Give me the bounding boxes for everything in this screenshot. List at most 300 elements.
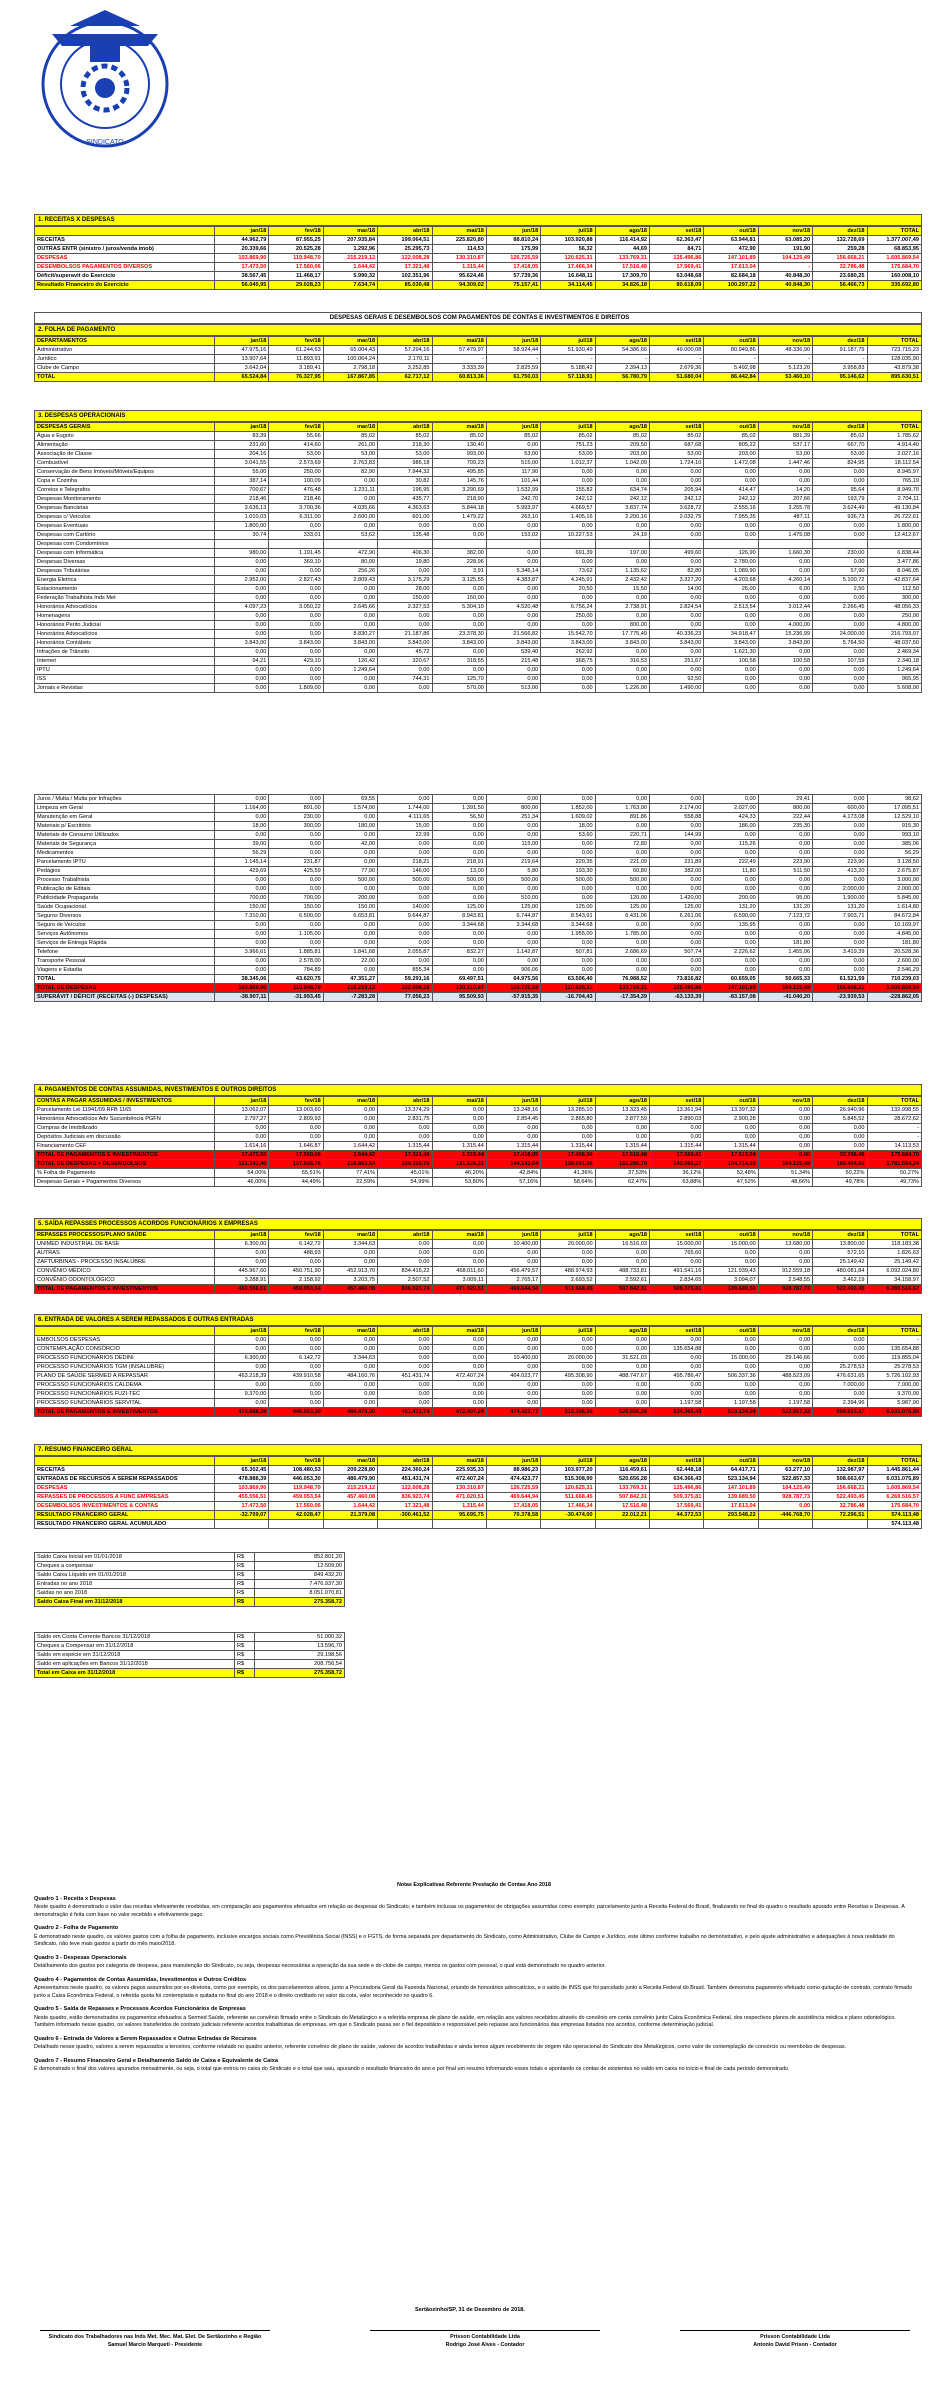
- table-row: [35, 639, 922, 648]
- row-label: Combustível: [35, 459, 215, 468]
- cell-value: 0,00: [432, 1115, 486, 1124]
- cell-value: 3.642,04: [215, 364, 269, 373]
- month-header: nov/18: [758, 423, 812, 432]
- cell-value: 1.197,58: [758, 1399, 812, 1408]
- cell-value: 965,95: [867, 675, 922, 684]
- cell-value: 58,64%: [541, 1178, 595, 1187]
- month-header: mar/18: [323, 1097, 377, 1106]
- row-label: Despesas Gerais + Pagamentos Diversos: [35, 1178, 215, 1187]
- cell-value: 0,00: [215, 930, 269, 939]
- cell-value: 26,00: [704, 585, 758, 594]
- cell-value: 32.786,48: [813, 1151, 867, 1160]
- cell-value: 0,00: [595, 612, 649, 621]
- table-row: [35, 1285, 922, 1294]
- cell-value: 0,00: [758, 1124, 812, 1133]
- cell-value: 6.142,72: [269, 1354, 323, 1363]
- cell-value: 474.423,77: [486, 1475, 540, 1484]
- month-header: TOTAL: [867, 227, 922, 236]
- table-row: [35, 373, 922, 382]
- cash-label: Cheques a Compensar em 31/12/2018: [35, 1642, 235, 1651]
- cell-value: 0,00: [215, 621, 269, 630]
- month-header: out/18: [704, 1457, 758, 1466]
- cell-value: 0,00: [378, 939, 432, 948]
- table-row: [35, 364, 922, 373]
- cell-value: 49.130,84: [867, 504, 922, 513]
- cell-value: 1.644,42: [323, 1151, 377, 1160]
- cash-label: Saldo em espécie em 31/12/2018: [35, 1651, 235, 1660]
- cell-value: 0,00: [486, 522, 540, 531]
- cell-value: 218,21: [378, 858, 432, 867]
- cell-value: -300.461,52: [378, 1511, 432, 1520]
- table-row: [35, 1178, 922, 1187]
- pagamentos-table: [34, 1096, 922, 1187]
- cell-value: 3.125,55: [432, 576, 486, 585]
- cell-value: 506.337,36: [704, 1372, 758, 1381]
- cell-value: 251,67: [650, 657, 704, 666]
- cell-value: 0,00: [486, 1345, 540, 1354]
- cell-value: -: [867, 1336, 922, 1345]
- cell-value: 29.028,23: [269, 281, 323, 290]
- cell-value: 765,19: [867, 477, 922, 486]
- header-label: CONTAS A PAGAR ASSUMIDAS / INVESTIMENTOS: [35, 1097, 215, 1106]
- cell-value: -: [867, 1133, 922, 1142]
- cell-value: 0,00: [758, 876, 812, 885]
- cell-value: 95.146,62: [813, 373, 867, 382]
- cell-value: 42.837,64: [867, 576, 922, 585]
- table-row: [35, 495, 922, 504]
- cell-value: 834.416,22: [378, 1267, 432, 1276]
- cell-value: 0,00: [323, 1399, 377, 1408]
- month-header: jan/18: [215, 337, 269, 346]
- cell-value: 446.053,30: [269, 1408, 323, 1417]
- cell-value: 218,46: [269, 495, 323, 504]
- cell-value: 1.315,44: [432, 1502, 486, 1511]
- cell-value: 0,00: [595, 921, 649, 930]
- cell-value: 0,00: [215, 1399, 269, 1408]
- cell-value: 51,34%: [758, 1169, 812, 1178]
- month-header: abr/18: [378, 1457, 432, 1466]
- cell-value: 800,00: [758, 804, 812, 813]
- cell-value: 133.769,31: [595, 254, 649, 263]
- cell-value: 125,00: [541, 903, 595, 912]
- cell-value: 805,22: [704, 441, 758, 450]
- cell-value: 0,00: [269, 1390, 323, 1399]
- cell-value: 0,00: [269, 876, 323, 885]
- cell-value: 0,00: [215, 567, 269, 576]
- cell-value: 3.344,63: [323, 1354, 377, 1363]
- cell-value: 0,00: [323, 621, 377, 630]
- row-label: Despesas Monitoramento: [35, 495, 215, 504]
- cell-value: 1.800,00: [215, 522, 269, 531]
- cell-value: 468.011,60: [432, 1267, 486, 1276]
- table-row: [35, 984, 922, 993]
- cell-value: 17.418,05: [486, 1151, 540, 1160]
- cell-value: 0,00: [704, 594, 758, 603]
- cell-value: 122.008,28: [378, 984, 432, 993]
- cell-value: 44.372,53: [650, 1511, 704, 1520]
- cell-value: [323, 1520, 377, 1529]
- cell-value: 1.191,45: [269, 549, 323, 558]
- cash-value: 29.198,56: [255, 1651, 345, 1660]
- cell-value: 42,84%: [486, 1169, 540, 1178]
- cell-value: 0,00: [432, 612, 486, 621]
- cell-value: 85,02: [432, 432, 486, 441]
- cell-value: 414,47: [704, 486, 758, 495]
- row-label: Materiais de Segurança: [35, 840, 215, 849]
- cell-value: 0,00: [269, 567, 323, 576]
- cell-value: 0,00: [323, 849, 377, 858]
- cell-value: 191,90: [758, 245, 812, 254]
- cash-label: Saldo Caixa Líquido em 01/01/2018: [35, 1571, 235, 1580]
- cell-value: 3.843,00: [650, 639, 704, 648]
- cell-value: 104.125,49: [758, 1484, 812, 1493]
- month-header: TOTAL: [867, 1097, 922, 1106]
- cell-value: 0,00: [378, 567, 432, 576]
- table-row: [35, 1372, 922, 1381]
- cell-value: 1.315,44: [650, 1142, 704, 1151]
- cell-value: -: [486, 355, 540, 364]
- cell-value: 209.228,80: [323, 1466, 377, 1475]
- cell-value: 700,67: [215, 486, 269, 495]
- cell-value: 0,00: [758, 477, 812, 486]
- section-entrada-valores: [34, 1314, 922, 1417]
- cell-value: 0,00: [486, 675, 540, 684]
- cell-value: 0,00: [650, 1336, 704, 1345]
- cell-value: 0,00: [650, 594, 704, 603]
- cell-value: 54,99%: [378, 1178, 432, 1187]
- cell-value: 125,00: [486, 903, 540, 912]
- header-label: REPASSES PROCESSOS/PLANO SAÚDE: [35, 1231, 215, 1240]
- cell-value: 0,00: [704, 1124, 758, 1133]
- cell-value: 114,53: [432, 245, 486, 254]
- cell-value: 126,90: [704, 549, 758, 558]
- cell-value: 42,00: [323, 840, 377, 849]
- cell-value: 145,76: [432, 477, 486, 486]
- cell-value: 368,75: [541, 657, 595, 666]
- cash-row: [35, 1651, 345, 1660]
- cash-currency: R$: [235, 1651, 255, 1660]
- cell-value: 59.291,16: [378, 975, 432, 984]
- cell-value: 69.497,51: [432, 975, 486, 984]
- cell-value: 574.113,48: [867, 1520, 922, 1529]
- cell-value: 58.924,44: [486, 346, 540, 355]
- cell-value: 17.775,49: [595, 630, 649, 639]
- row-label: RESULTADO FINANCEIRO GERAL: [35, 1511, 215, 1520]
- cell-value: 928.787,73: [758, 1285, 812, 1294]
- cell-value: 0,00: [813, 921, 867, 930]
- cash-value: 852.801,20: [255, 1553, 345, 1562]
- cell-value: 0,00: [813, 522, 867, 531]
- cell-value: 0,00: [269, 939, 323, 948]
- cell-value: 259,28: [813, 245, 867, 254]
- month-header: jan/18: [215, 423, 269, 432]
- cell-value: 9.370,00: [867, 1390, 922, 1399]
- row-label: Saúde Ocupacional: [35, 903, 215, 912]
- cell-value: 82,90: [323, 468, 377, 477]
- cell-value: 215,48: [486, 657, 540, 666]
- cell-value: 4.000,00: [758, 621, 812, 630]
- cell-value: 472.407,24: [432, 1372, 486, 1381]
- month-header: fev/18: [269, 1457, 323, 1466]
- cell-value: 140,00: [378, 903, 432, 912]
- cell-value: 3.344,68: [541, 921, 595, 930]
- table-row: [35, 1160, 922, 1169]
- cell-value: 151.285,79: [595, 1160, 649, 1169]
- s5: [34, 1218, 922, 1294]
- cell-value: 95,00: [758, 894, 812, 903]
- cell-value: 523.134,94: [704, 1408, 758, 1417]
- cell-value: 0,00: [650, 558, 704, 567]
- cell-value: 0,00: [269, 630, 323, 639]
- cell-value: 48.056,33: [867, 603, 922, 612]
- cell-value: 132.998,55: [867, 1106, 922, 1115]
- table-row: [35, 468, 922, 477]
- table-row: [35, 1345, 922, 1354]
- cell-value: 0,00: [813, 966, 867, 975]
- row-label: Administrativo: [35, 346, 215, 355]
- row-label: SUPERÁVIT / DÉFICIT (RECEITAS (-) DESPESAS): [35, 993, 215, 1002]
- cell-value: 700,00: [269, 894, 323, 903]
- cell-value: 175.684,70: [867, 1502, 922, 1511]
- cash-currency: R$: [235, 1589, 255, 1598]
- cell-value: 0,00: [323, 477, 377, 486]
- cell-value: 10.227,53: [541, 531, 595, 540]
- cell-value: 193,79: [813, 495, 867, 504]
- cell-value: 1.490,00: [650, 684, 704, 693]
- cell-value: 0,00: [704, 1133, 758, 1142]
- cell-value: 1.042,09: [595, 459, 649, 468]
- cell-value: 0,00: [215, 675, 269, 684]
- cell-value: 5.304,10: [432, 603, 486, 612]
- cash-value: 849.432,20: [255, 1571, 345, 1580]
- cell-value: 3.843,00: [432, 639, 486, 648]
- cash-row: [35, 1598, 345, 1607]
- cell-value: 0,00: [650, 885, 704, 894]
- cell-value: 11.468,17: [269, 272, 323, 281]
- cell-value: -38.907,11: [215, 993, 269, 1002]
- month-header: jun/18: [486, 1231, 540, 1240]
- cell-value: 0,00: [813, 849, 867, 858]
- cell-value: 2.952,00: [215, 576, 269, 585]
- table-row: [35, 813, 922, 822]
- month-header: jun/18: [486, 423, 540, 432]
- entradas-table: [34, 1326, 922, 1417]
- row-label: TOTAL DE PAGAMENTOS E INVESTIMENTOS: [35, 1285, 215, 1294]
- table-row: [35, 441, 922, 450]
- cell-value: 8.543,91: [541, 912, 595, 921]
- cell-value: 511.668,45: [541, 1285, 595, 1294]
- cell-value: 250,00: [867, 612, 922, 621]
- table-row: [35, 885, 922, 894]
- row-label: PROCESSO FUNCIONÁRIOS SERVITAL: [35, 1399, 215, 1408]
- cell-value: 3.843,00: [595, 639, 649, 648]
- cell-value: 0,00: [215, 939, 269, 948]
- cell-value: 38.567,45: [215, 272, 269, 281]
- header-row: [35, 1327, 922, 1336]
- cell-value: 455.556,51: [215, 1285, 269, 1294]
- cell-value: 0,00: [215, 966, 269, 975]
- cell-value: 0,00: [595, 822, 649, 831]
- cell-value: 11.893,91: [269, 355, 323, 364]
- row-label: Copa e Cozinha: [35, 477, 215, 486]
- cell-value: 115,00: [486, 840, 540, 849]
- cell-value: 0,00: [813, 468, 867, 477]
- cell-value: 2.548,55: [758, 1276, 812, 1285]
- section-title: 4. PAGAMENTOS DE CONTAS ASSUMIDAS, INVESTIMENTOS E OUTROS DIREITOS: [34, 1084, 922, 1096]
- table-row: [35, 603, 922, 612]
- row-label: Financiamento CEF: [35, 1142, 215, 1151]
- cell-value: 1.315,44: [486, 1142, 540, 1151]
- cell-value: 0,00: [378, 1240, 432, 1249]
- table-row: [35, 840, 922, 849]
- header-row: [35, 1231, 922, 1240]
- cell-value: 203,00: [595, 450, 649, 459]
- cell-value: 117,90: [486, 468, 540, 477]
- cell-value: 0,00: [486, 441, 540, 450]
- cell-value: 451.431,74: [378, 1372, 432, 1381]
- cash-table: [34, 1632, 345, 1678]
- cell-value: 0,00: [378, 1133, 432, 1142]
- table-row: [35, 804, 922, 813]
- cell-value: 0,00: [704, 885, 758, 894]
- cell-value: [541, 1520, 595, 1529]
- cell-value: 0,00: [323, 1345, 377, 1354]
- table-row: [35, 867, 922, 876]
- cell-value: 40.336,23: [650, 630, 704, 639]
- cell-value: 472.407,24: [432, 1475, 486, 1484]
- cash-label: Saídas no ano 2018: [35, 1589, 235, 1598]
- cell-value: 0,00: [541, 1345, 595, 1354]
- month-header: jul/18: [541, 1097, 595, 1106]
- cell-value: 0,00: [486, 1249, 540, 1258]
- section-title: 3. DESPESAS OPERACIONAIS: [34, 410, 922, 422]
- cell-value: 218,30: [378, 441, 432, 450]
- cell-value: 6.838,44: [867, 549, 922, 558]
- note-heading: Quadro 5 - Saída de Repasses e Processos Acordos Funcionários de Empresas: [34, 2006, 246, 2012]
- cell-value: 225.820,80: [432, 236, 486, 245]
- row-label: Seguro de Veículos: [35, 921, 215, 930]
- cell-value: 230,00: [813, 549, 867, 558]
- cell-value: 0,00: [758, 594, 812, 603]
- cell-value: 3.636,13: [215, 504, 269, 513]
- cell-value: 2.797,27: [215, 1115, 269, 1124]
- table-row: [35, 346, 922, 355]
- cell-value: 17.466,34: [541, 263, 595, 272]
- cell-value: 216.793,07: [867, 630, 922, 639]
- cell-value: 130.310,87: [432, 1484, 486, 1493]
- cell-value: 1.646,87: [269, 1142, 323, 1151]
- cell-value: 1.231,11: [323, 486, 377, 495]
- table-row: [35, 903, 922, 912]
- cell-value: 3.189,41: [269, 364, 323, 373]
- cell-value: 0,00: [323, 522, 377, 531]
- table-row: [35, 1258, 922, 1267]
- cell-value: 424,33: [704, 813, 758, 822]
- cell-value: 0,00: [650, 795, 704, 804]
- cell-value: 156.668,21: [813, 1484, 867, 1493]
- month-header: mai/18: [432, 227, 486, 236]
- cell-value: 209,50: [595, 441, 649, 450]
- cell-value: -16.704,43: [541, 993, 595, 1002]
- cell-value: 7.634,74: [323, 281, 377, 290]
- cell-value: 537,17: [758, 441, 812, 450]
- cell-value: 215.219,12: [323, 984, 377, 993]
- cell-value: 57.739,36: [486, 272, 540, 281]
- cell-value: 0,00: [378, 1249, 432, 1258]
- cell-value: 320,67: [378, 657, 432, 666]
- table-row: [35, 612, 922, 621]
- row-label: CONVÊNIO ODONTOLÓGICO: [35, 1276, 215, 1285]
- cell-value: 13.285,10: [541, 1106, 595, 1115]
- cell-value: 120,00: [595, 894, 649, 903]
- cell-value: 0,00: [215, 1345, 269, 1354]
- cell-value: 891,86: [595, 813, 649, 822]
- cell-value: 3.477,86: [867, 558, 922, 567]
- cell-value: 43.879,38: [867, 364, 922, 373]
- cell-value: 262,92: [541, 648, 595, 657]
- cell-value: 77.056,23: [378, 993, 432, 1002]
- cell-value: 26.722,61: [867, 513, 922, 522]
- cell-value: 56.780,79: [595, 373, 649, 382]
- cell-value: 6.756,24: [541, 603, 595, 612]
- cell-value: 0,00: [758, 1390, 812, 1399]
- cash-currency: R$: [235, 1598, 255, 1607]
- cell-value: 29,41: [758, 795, 812, 804]
- cell-value: -: [650, 355, 704, 364]
- cell-value: 0,00: [595, 666, 649, 675]
- cell-value: 4.520,48: [486, 603, 540, 612]
- month-header: jan/18: [215, 1327, 269, 1336]
- cell-value: 1.197,58: [650, 1399, 704, 1408]
- cell-value: 23.378,30: [432, 630, 486, 639]
- cash-value: 13.596,70: [255, 1642, 345, 1651]
- folha-table: [34, 336, 922, 382]
- section-title: 6. ENTRADA DE VALORES A SEREM REPASSADOS E OUTRAS ENTRADAS: [34, 1314, 922, 1326]
- cell-value: 0,00: [215, 957, 269, 966]
- cell-value: 60,80: [595, 867, 649, 876]
- cell-value: 135,95: [704, 921, 758, 930]
- cell-value: 4.245,91: [541, 576, 595, 585]
- cell-value: 0,00: [541, 795, 595, 804]
- cell-value: [704, 1520, 758, 1529]
- cell-value: 0,00: [323, 813, 377, 822]
- signature-name: Antonio David Prison - Contador: [753, 2342, 837, 2348]
- cell-value: 0,00: [595, 675, 649, 684]
- cell-value: 0,00: [650, 876, 704, 885]
- cell-value: 2.763,83: [323, 459, 377, 468]
- cash-value: 7.476.937,30: [255, 1580, 345, 1589]
- cell-value: 3.419,39: [813, 948, 867, 957]
- cell-value: 0,00: [813, 1345, 867, 1354]
- cell-value: 0,00: [432, 585, 486, 594]
- cell-value: 0,00: [704, 1381, 758, 1390]
- resumo-table: [34, 1456, 922, 1529]
- cell-value: 459.053,54: [269, 1493, 323, 1502]
- cell-value: 51.930,49: [541, 346, 595, 355]
- cell-value: 0,00: [432, 531, 486, 540]
- cell-value: 72,80: [595, 840, 649, 849]
- cell-value: 0,00: [758, 831, 812, 840]
- cell-value: 0,00: [650, 1363, 704, 1372]
- cell-value: 0,00: [541, 939, 595, 948]
- cell-value: 0,00: [704, 522, 758, 531]
- cell-value: 2.824,54: [650, 603, 704, 612]
- cell-value: -228.862,05: [867, 993, 922, 1002]
- cell-value: 146,00: [378, 867, 432, 876]
- cell-value: 0,00: [432, 621, 486, 630]
- cell-value: 144.143,64: [486, 1160, 540, 1169]
- cell-value: 0,00: [432, 822, 486, 831]
